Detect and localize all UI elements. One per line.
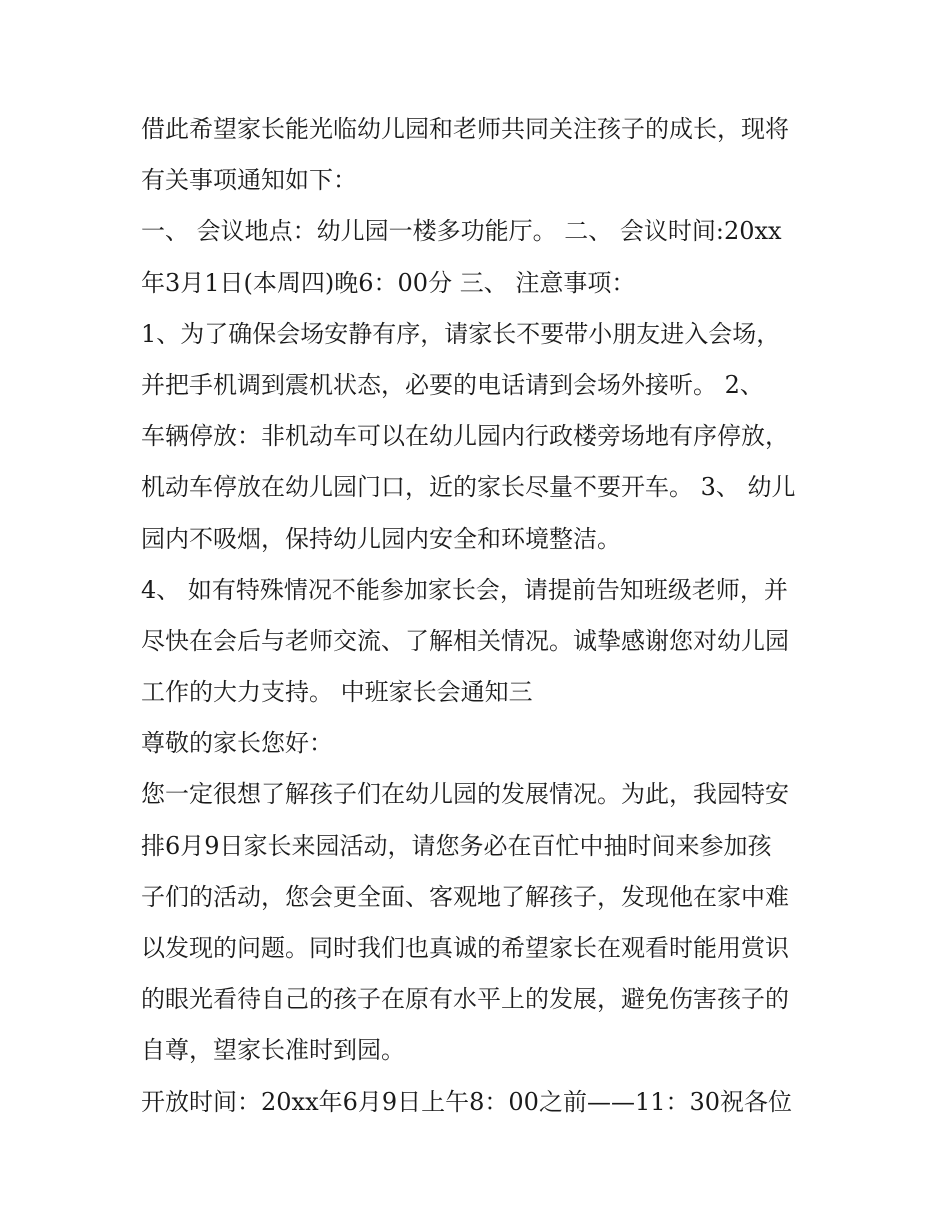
text-line: 1、为了确保会场安静有序，请家长不要带小朋友进入会场， bbox=[141, 319, 781, 348]
text-line: 借此希望家长能光临幼儿园和老师共同关注孩子的成长，现将 bbox=[141, 115, 789, 143]
text-line: 并把手机调到震机状态，必要的电话请到会场外接听。 2、 bbox=[141, 370, 764, 399]
text-line: 有关事项通知如下： bbox=[141, 166, 357, 195]
document-body bbox=[141, 104, 831, 1128]
text-line: 子们的活动，您会更全面、客观地了解孩子，发现他在家中难 bbox=[141, 882, 789, 911]
text-line: 工作的大力支持。 中班家长会通知三 bbox=[141, 678, 533, 707]
text-line: 4、 如有特殊情况不能参加家长会，请提前告知班级老师，并 bbox=[141, 575, 788, 604]
text-line: 尽快在会后与老师交流、了解相关情况。诚挚感谢您对幼儿园 bbox=[141, 626, 789, 655]
text-line: 机动车停放在幼儿园门口，近的家长尽量不要开车。 3、 幼儿 bbox=[141, 473, 796, 502]
text-line: 的眼光看待自己的孩子在原有水平上的发展，避免伤害孩子的 bbox=[141, 985, 789, 1014]
text-line: 您一定很想了解孩子们在幼儿园的发展情况。为此，我园特安 bbox=[141, 780, 789, 809]
text-line: 排6月9日家长来园活动，请您务必在百忙中抽时间来参加孩 bbox=[141, 831, 772, 860]
text-line: 尊敬的家长您好： bbox=[141, 729, 333, 758]
text-line: 自尊，望家长准时到园。 bbox=[141, 1036, 405, 1065]
text-line: 以发现的问题。同时我们也真诚的希望家长在观看时能用赏识 bbox=[141, 934, 789, 962]
text-line: 车辆停放：非机动车可以在幼儿园内行政楼旁场地有序停放， bbox=[141, 422, 789, 451]
text-line: 园内不吸烟，保持幼儿园内安全和环境整洁。 bbox=[141, 524, 621, 553]
text-line: 开放时间：20xx年6月9日上午8：00之前——11：30祝各位 bbox=[141, 1087, 793, 1116]
text-line: 一、 会议地点：幼儿园一楼多功能厅。 二、 会议时间:20xx bbox=[141, 217, 782, 246]
text-line: 年3月1日(本周四)晚6：00分 三、 注意事项： bbox=[141, 268, 636, 297]
